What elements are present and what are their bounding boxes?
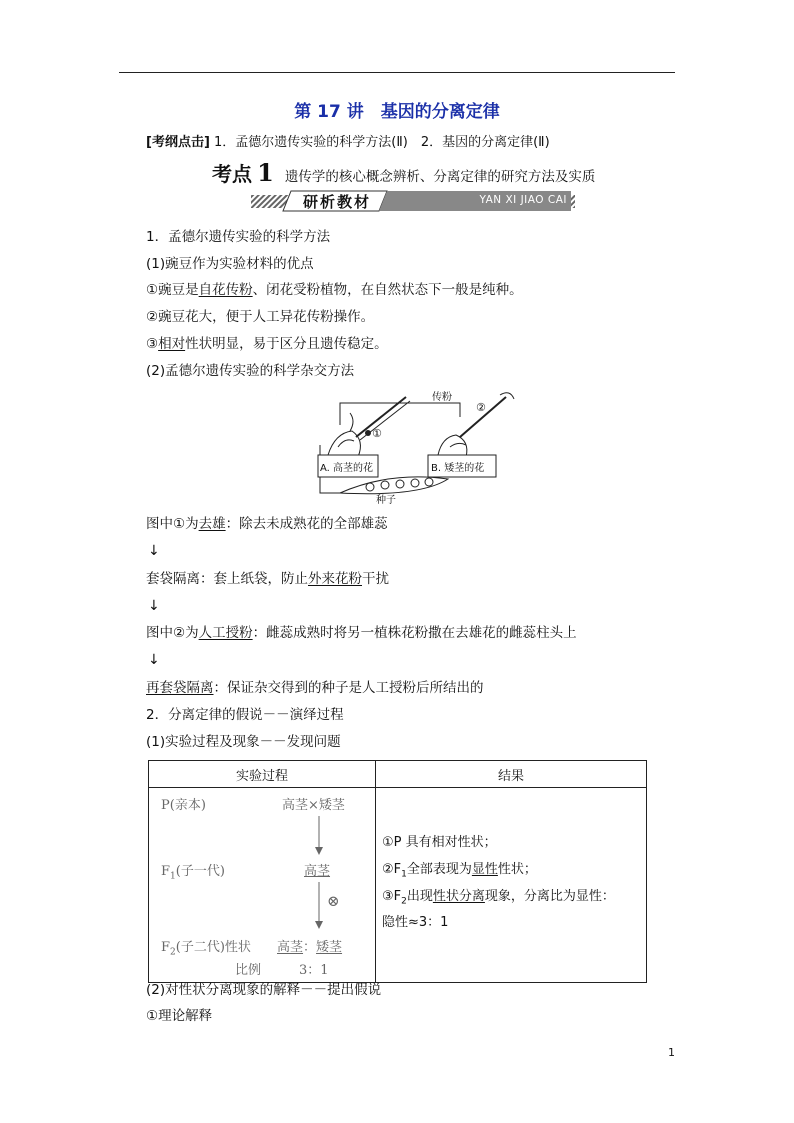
r3-underlined: 性状分离 — [432, 889, 485, 904]
p3-underlined: 相对 — [158, 336, 186, 352]
step4-underlined: 再套袋隔离 — [146, 680, 214, 696]
f1-sub: 1 — [170, 871, 176, 882]
flow-arrow-2: ↓ — [148, 598, 160, 614]
header-result: 结果 — [376, 761, 647, 788]
section-banner — [251, 190, 575, 212]
step1-underlined: 去雄 — [198, 516, 226, 532]
section1-sub1: (1)豌豆作为实验材料的优点 — [146, 256, 314, 272]
kaodian-number: 1 — [257, 158, 274, 187]
step-1 — [146, 515, 388, 533]
f2-short: 矮茎 — [316, 940, 343, 955]
p1-text-a: ①豌豆是 — [146, 282, 199, 298]
result-1: ①P 具有相对性状； — [382, 835, 497, 850]
arrow-p-f1 — [314, 816, 324, 856]
flow-arrow-1: ↓ — [148, 543, 160, 559]
r3-a: ③F — [382, 889, 402, 904]
selfing-symbol: ⊗ — [327, 892, 340, 910]
table-body-row — [149, 788, 647, 983]
paragraph-2: ②豌豆花大，便于人工异花传粉操作。 — [146, 309, 375, 325]
p-label: P(亲本) — [161, 798, 206, 813]
step3-text-b: ：雌蕊成熟时将另一植株花粉撒在去雄花的雌蕊柱头上 — [252, 625, 577, 641]
page-number: 1 — [668, 1046, 675, 1059]
result-2 — [382, 861, 537, 884]
r2-a: ②F — [382, 862, 402, 877]
process-cell — [149, 788, 376, 983]
arrow-f1-f2 — [314, 882, 324, 930]
r2-underlined: 显性 — [471, 862, 498, 877]
kaodian-text: 遗传学的核心概念辨析、分离定律的研究方法及实质 — [284, 169, 596, 185]
result-cell — [376, 788, 647, 983]
header-rule — [119, 72, 675, 73]
f2-label-pre: F — [161, 940, 171, 955]
p1-text-b: 、闭花受粉植物，在自然状态下一般是纯种。 — [252, 282, 523, 298]
r2-sub: 1 — [401, 869, 407, 880]
outline-text: 1．孟德尔遗传实验的科学方法(Ⅱ) 2．基因的分离定律(Ⅱ) — [214, 135, 550, 150]
banner-title: 研析教材 — [302, 193, 371, 211]
step4-text-b: ：保证杂交得到的种子是人工授粉后所结出的 — [213, 680, 484, 696]
table-header-row — [149, 761, 647, 788]
banner-pinyin: YAN XI JIAO CAI — [479, 194, 567, 206]
f1-label — [161, 860, 225, 882]
section1-title: 1．孟德尔遗传实验的科学方法 — [146, 229, 331, 245]
step2-text-b: 干扰 — [362, 571, 389, 587]
paragraph-1 — [146, 281, 523, 299]
result-3 — [382, 888, 615, 911]
label-chuanfen: 传粉 — [432, 392, 452, 403]
experiment-table — [148, 760, 647, 983]
step-4 — [146, 679, 484, 697]
p3-text-a: ③ — [146, 336, 159, 352]
f2-sub: 2 — [170, 947, 176, 958]
label-flower-b: B. 矮茎的花 — [431, 463, 485, 474]
r2-c: 性状； — [497, 862, 537, 877]
r3-sub: 2 — [401, 896, 407, 907]
outline-tag: [考纲点击] — [146, 135, 210, 150]
p1-underlined: 自花传粉 — [198, 282, 253, 298]
r3-b: 出现 — [406, 889, 433, 904]
f1-label-pre: F — [161, 864, 171, 879]
label-seed: 种子 — [376, 495, 396, 506]
f2-sep: ： — [303, 940, 317, 955]
section1-sub2: (2)孟德尔遗传实验的科学杂交方法 — [146, 363, 355, 379]
step3-text-a: 图中②为 — [146, 625, 199, 641]
cross-figure — [310, 385, 516, 505]
label-flower-a: A. 高茎的花 — [320, 463, 374, 474]
step1-text-b: ：除去未成熟花的全部雄蕊 — [225, 516, 388, 532]
kaodian-heading — [212, 158, 595, 187]
section2-title: 2．分离定律的假说－－演绎过程 — [146, 707, 344, 723]
f2-values — [277, 936, 342, 955]
step2-text-a: 套袋隔离：套上纸袋，防止 — [146, 571, 308, 587]
step-3 — [146, 624, 577, 642]
f1-value: 高茎 — [304, 864, 331, 879]
header-process: 实验过程 — [149, 761, 376, 788]
result-4: 隐性≈3：1 — [382, 915, 449, 930]
paragraph-3 — [146, 335, 388, 353]
theory-heading: ①理论解释 — [146, 1008, 213, 1024]
step3-underlined: 人工授粉 — [198, 625, 253, 641]
ratio-label: 比例 — [235, 963, 262, 978]
flow-arrow-3: ↓ — [148, 652, 160, 668]
r3-c: 现象，分离比为显性： — [484, 889, 615, 904]
ratio-value: 3：1 — [299, 963, 329, 978]
step-2 — [146, 570, 389, 588]
p-cross: 高茎×矮茎 — [282, 798, 345, 813]
p3-text-b: 性状明显，易于区分且遗传稳定。 — [185, 336, 388, 352]
kaodian-label: 考点 — [212, 162, 252, 186]
f2-tall: 高茎 — [277, 940, 304, 955]
r2-b: 全部表现为 — [406, 862, 472, 877]
page-title: 第 17 讲 基因的分离定律 — [294, 102, 500, 122]
section2-sub2: (2)对性状分离现象的解释－－提出假说 — [146, 982, 382, 998]
step1-text-a: 图中①为 — [146, 516, 199, 532]
f2-label — [161, 936, 251, 958]
section2-sub1: (1)实验过程及现象－－发现问题 — [146, 734, 341, 750]
outline-line — [146, 134, 550, 152]
marker-1: ① — [372, 427, 382, 440]
step2-underlined: 外来花粉 — [308, 571, 362, 587]
f2-label-post: (子二代)性状 — [175, 940, 251, 955]
marker-2: ② — [476, 401, 486, 414]
f1-label-post: (子一代) — [175, 864, 225, 879]
